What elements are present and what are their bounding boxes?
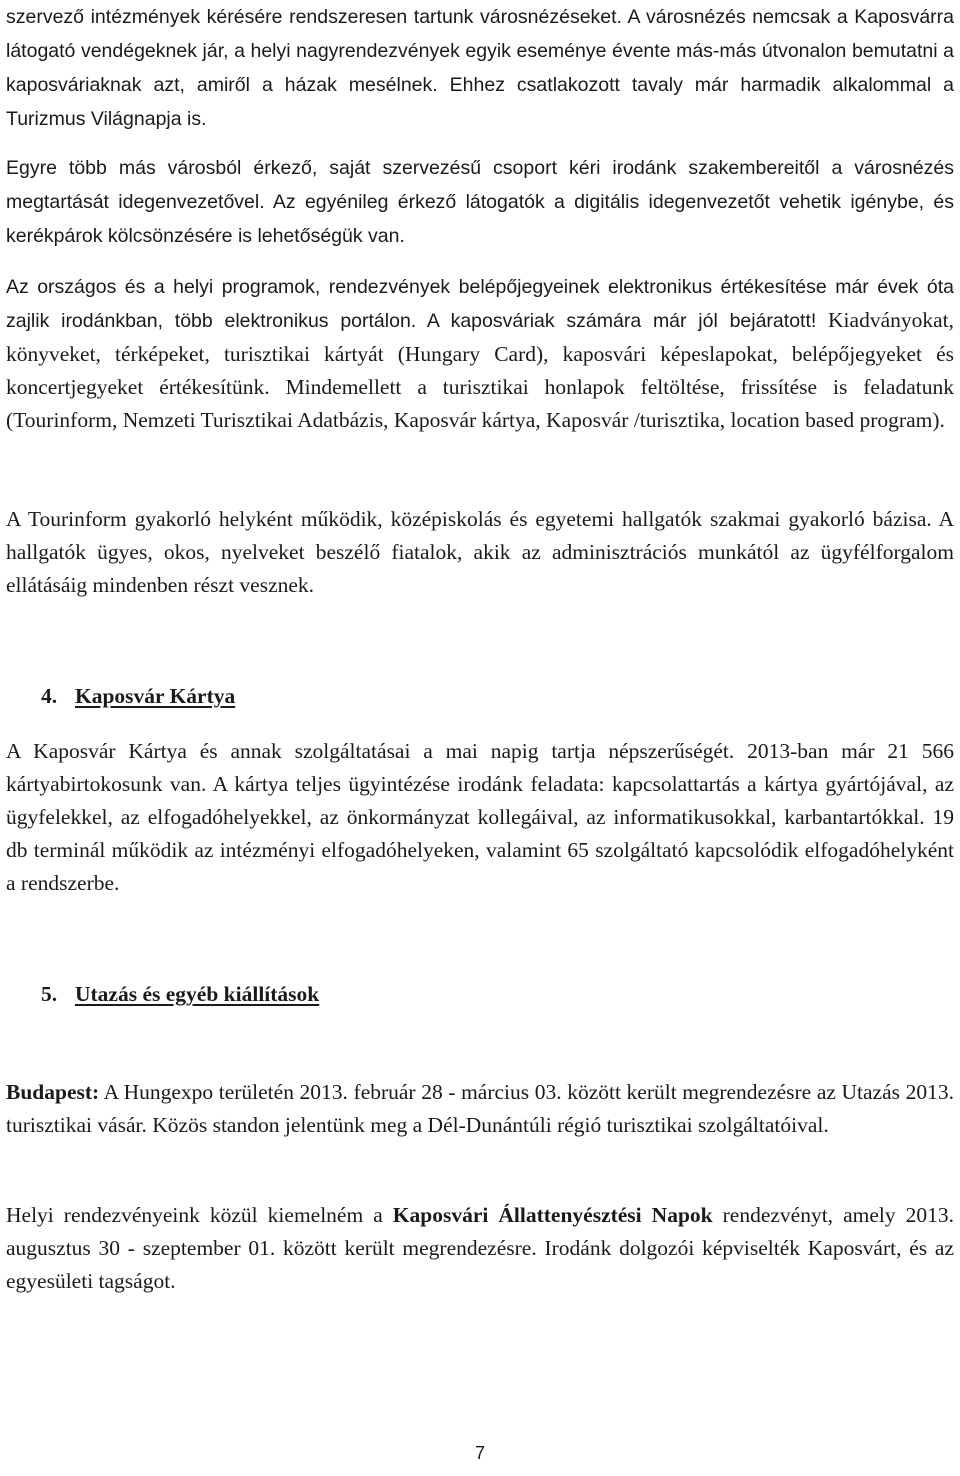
paragraph-text: Kiadványokat, könyveket, térképeket, turisztikai kártyát (Hungary Card), kaposvári képeslapokat, belépőjegyeket és koncertjegyeket értékesítünk. Mindemellett a turisztikai honlapok feltöltése, frissítése is feladatunk (Tourinform, Nemzeti Turisztikai Adatbázis, Kaposvár kártya, Kaposvár /turisztika, location based program). (6, 308, 954, 432)
paragraph-internship: A Tourinform gyakorló helyként működik, középiskolás és egyetemi hallgatók szakmai gyakorló bázisa. A hallgatók ügyes, okos, nyelveket beszélő fiatalok, akik az adminisztrációs munkától az ügyfélforgalom ellátásáig mindenben részt vesznek. (6, 507, 954, 597)
section-title: Utazás és egyéb kiállítások (75, 982, 320, 1006)
section-heading-kaposvar-card (41, 680, 235, 713)
paragraph-group-tours (6, 151, 954, 253)
paragraph-text: Helyi rendezvényeink közül kiemelném a (6, 1203, 393, 1227)
paragraph-text: Egyre több más városból érkező, saját szervezésű csoport kéri irodánk szakembereitől a városnézés megtartását idegenvezetővel. (6, 157, 954, 213)
paragraph-text: A Hungexpo területén 2013. február 28 - március 03. között került megrendezésre az Utazás 2013. turisztikai vásár. Közös standon jelentünk meg a Dél-Dunántúli régió turisztikai szolgáltatóival. (6, 1080, 954, 1137)
paragraph-local-events (6, 1199, 954, 1298)
paragraph-city-tours (6, 0, 954, 136)
section-title: Kaposvár Kártya (75, 684, 236, 708)
paragraph-bold-event: Kaposvári Állattenyésztési Napok (392, 1203, 713, 1227)
paragraph-text: rendezvényt, amely 2013. augusztus 30 - szeptember 01. között került megrendezésre. Irodánk dolgozói képviselték Kaposvárt, és az egyesületi tagságot. (6, 1203, 954, 1293)
paragraph-text: A városnézés nemcsak a Kaposvárra látogató vendégeknek jár, a helyi nagyrendezvények egyik eseménye évente más-más útvonalon bemutatni a kaposváriaknak azt, amiről a házak mesélnek. Ehhez csatlakozott tavaly már harmadik alkalommal a Turizmus Világnapja is. (6, 6, 954, 130)
section-number: 5. (41, 982, 58, 1006)
paragraph-kaposvar-card: A Kaposvár Kártya és annak szolgáltatásai a mai napig tartja népszerűségét. 2013-ban már 21 566 kártyabirtokosunk van. A kártya teljes ügyintézése irodánk feladata: kapcsolattartás a kártya gyártójával, az ügyfelekkel, az elfogadóhelyekkel, az önkormányzat kollegáival, az informatikusokkal, karbantartókkal. 19 db terminál működik az intézményi elfogadóhelyeken, valamint 65 szolgáltató kapcsolódik elfogadóhelyként a rendszerbe. (6, 739, 954, 895)
paragraph-text: szervező intézmények kérésére rendszeresen tartunk városnézéseket. (6, 6, 622, 28)
section-number: 4. (41, 684, 58, 708)
section-heading-travel-exhibitions (41, 978, 319, 1011)
paragraph-bold-lead: Budapest: (6, 1080, 100, 1104)
paragraph-text: Az országos és a helyi programok, rendezvények belépőjegyeinek elektronikus értékesítése már évek óta zajlik irodánkban, több elektronikus portálon. A kaposváriak számára már jól bejáratott! (6, 276, 954, 332)
paragraph-budapest-fair (6, 1076, 954, 1142)
paragraph-text: Az egyénileg érkező látogatók a digitális idegenvezetőt vehetik igénybe, és kerékpárok kölcsönzésére is lehetőségük van. (6, 191, 954, 247)
page-number: 7 (474, 1443, 485, 1463)
paragraph-ticket-sales (6, 270, 954, 437)
